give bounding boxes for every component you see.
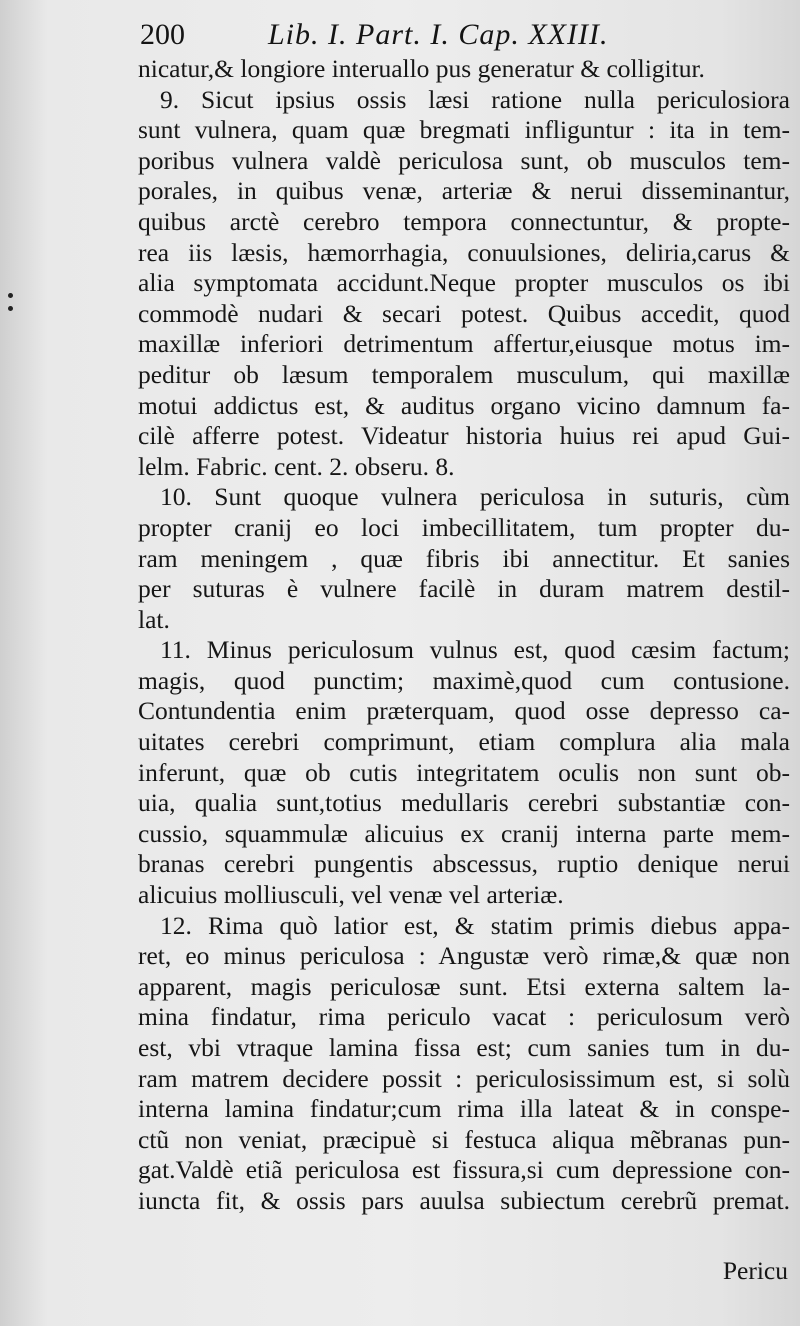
text-line: ram matrem decidere possit : periculosissimum est, si solù — [138, 1063, 790, 1093]
text-line: sunt vulnera, quam quæ bregmati infliguntur : ita in tem- — [138, 115, 790, 145]
body-text — [138, 54, 790, 1217]
text-line: quibus arctè cerebro tempora connectuntur, & propte- — [138, 206, 790, 236]
catchword: Pericu — [722, 1256, 788, 1285]
text-line: ret, eo minus periculosa : Angustæ verò rimæ,& quæ non — [138, 941, 790, 971]
text-line: est, vbi vtraque lamina fissa est; cum sanies tum in du- — [138, 1033, 790, 1062]
text-line: mina findatur, rima periculo vacat : periculosum verò — [138, 1002, 790, 1032]
text-line: 9. Sicut ipsius ossis læsi ratione nulla periculosiora — [160, 84, 790, 114]
text-line: peditur ob læsum temporalem musculum, qui maxillæ — [138, 359, 790, 389]
text-line: branas cerebri pungentis abscessus, ruptio denique nerui — [138, 849, 790, 879]
text-line: interna lamina findatur;cum rima illa lateat & in conspe- — [138, 1094, 790, 1124]
text-line: uitates cerebri comprimunt, etiam complura alia mala — [138, 727, 790, 757]
text-line: nicatur,& longiore interuallo pus generatur & colligitur. — [138, 54, 705, 83]
text-line: Contundentia enim præterquam, quod osse depresso ca- — [138, 696, 790, 726]
text-line: porales, in quibus venæ, arteriæ & nerui disseminantur, — [138, 176, 790, 206]
page-header — [140, 14, 790, 54]
text-line: rea iis læsis, hæmorrhagia, conuulsiones, deliria,carus & — [138, 237, 790, 267]
text-line: gat.Valdè etiã periculosa est fissura,si cum depressione con- — [138, 1155, 790, 1185]
text-line: iuncta fit, & ossis pars auulsa subiectum cerebrũ premat. — [138, 1185, 790, 1215]
text-line: motui addictus est, & auditus organo vicino damnum fa- — [138, 390, 790, 420]
text-line: lelm. Fabric. cent. 2. obseru. 8. — [138, 451, 455, 481]
text-line: commodè nudari & secari potest. Quibus accedit, quod — [138, 298, 790, 328]
margin-mark — [8, 293, 16, 315]
text-line: poribus vulnera valdè periculosa sunt, ob musculos tem- — [138, 145, 790, 175]
text-line: cussio, squammulæ alicuius ex cranij interna parte mem- — [138, 818, 790, 848]
text-line: alicuius molliusculi, vel venæ vel arteriæ. — [138, 880, 564, 910]
text-line: uia, qualia sunt,totius medullaris cerebri substantiæ con- — [138, 788, 790, 818]
text-line: magis, quod punctim; maximè,quod cum contusione. — [138, 665, 790, 695]
text-line: lat. — [138, 604, 170, 634]
text-line: ctũ non veniat, præcipuè si festuca aliqua mẽbranas pun- — [138, 1124, 790, 1154]
text-line: 12. Rima quò latior est, & statim primis diebus appa- — [160, 910, 790, 940]
margin-dot — [8, 293, 13, 298]
text-line: per suturas è vulnere facilè in duram matrem destil- — [138, 574, 790, 604]
text-line: 11. Minus periculosum vulnus est, quod cæsim factum; — [160, 635, 790, 665]
text-line: alia symptomata accidunt.Neque propter musculos os ibi — [138, 268, 790, 298]
text-line: cilè afferre potest. Videatur historia huius rei apud Gui- — [138, 421, 790, 451]
page-number: 200 — [140, 18, 185, 51]
text-line: propter cranij eo loci imbecillitatem, tum propter du- — [138, 512, 790, 542]
text-line: maxillæ inferiori detrimentum affertur,eiusque motus im- — [138, 329, 790, 359]
running-head: Lib. I. Part. I. Cap. XXIII. — [268, 18, 609, 51]
text-line: 10. Sunt quoque vulnera periculosa in suturis, cùm — [160, 482, 790, 512]
text-line: ram meningem , quæ fibris ibi annectitur. Et sanies — [138, 543, 790, 573]
text-line: apparent, magis periculosæ sunt. Etsi externa saltem la- — [138, 971, 790, 1001]
margin-dot — [8, 306, 13, 311]
text-line: inferunt, quæ ob cutis integritatem oculis non sunt ob- — [138, 757, 790, 787]
